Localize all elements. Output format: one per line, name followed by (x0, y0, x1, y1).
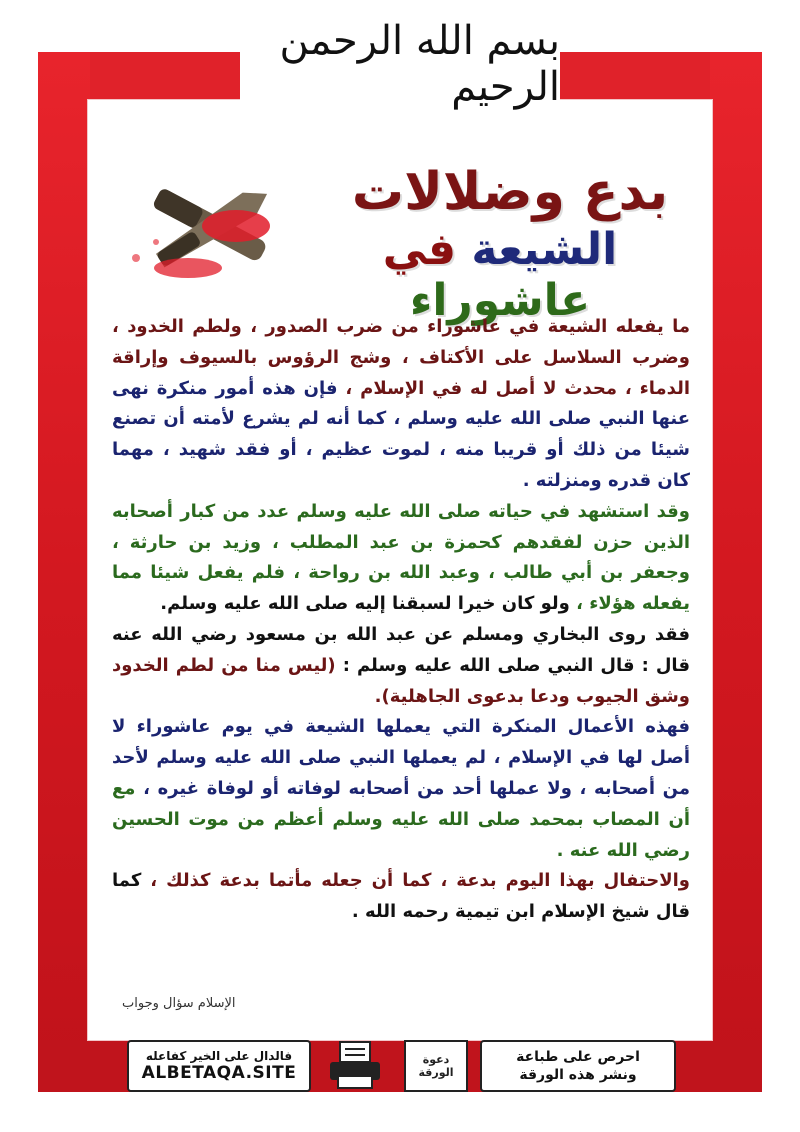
title-word-ashura: عاشوراء (409, 275, 591, 326)
source-credit: الإسلام سؤال وجواب (122, 996, 236, 1011)
paragraph-4 (112, 712, 690, 866)
printer-icon (326, 1040, 384, 1092)
footer-website-box (127, 1040, 311, 1092)
paragraph-5-b: كما قال شيخ الإسلام ابن تيمية رحمه الله . (112, 870, 690, 923)
article-body (112, 312, 690, 928)
paragraph-4-a: فهذه الأعمال المنكرة التي يعملها الشيعة في يوم عاشوراء لا أصل لها في الإسلام ، لم يعملها النبي صلى الله عليه وسلم لأحد من أصحابه ، ولا عملها أحد من أصحابه لوفاته أو لوفاة غيره ، (112, 716, 690, 799)
paragraph-3-b: (ليس منا من لطم الخدود وشق الجيوب ودعا بدعوى الجاهلية). (112, 654, 690, 707)
title-line-1: بدع وضلالات (351, 162, 669, 222)
paragraph-1 (112, 312, 690, 497)
frame-right (710, 52, 762, 1092)
footer-print-line-1: احرص على طباعة (516, 1049, 640, 1065)
title-word-fi: في (382, 224, 457, 275)
paragraph-2-a: وقد استشهد في حياته صلى الله عليه وسلم عدد من كبار أصحابه الذين حزن لفقدهم كحمزة بن عبد المطلب ، وزيد بن حارثة ، وجعفر بن أبي طالب ، وعبد الله بن رواحة ، فلم يفعل شيئا مما يفعله هؤلاء ، (112, 500, 690, 615)
paragraph-2 (112, 497, 690, 620)
footer-website[interactable]: ALBETAQA.SITE (141, 1063, 297, 1083)
title-word-shia: الشيعة (471, 224, 618, 275)
paragraph-5-a: والاحتفال بهذا اليوم بدعة ، كما أن جعله مأتما بدعة كذلك ، (150, 870, 690, 892)
footer-print-box (480, 1040, 676, 1092)
footer-slogan: فالدال على الخير كفاعله (145, 1049, 293, 1063)
dawah-logo: دعوة الورقة (404, 1040, 468, 1092)
basmala: بسم الله الرحمن الرحيم (240, 14, 560, 114)
paragraph-3-a: فقد روى البخاري ومسلم عن عبد الله بن مسعود رضي الله عنه قال : قال النبي صلى الله عليه وسلم : (112, 623, 690, 676)
paragraph-5 (112, 866, 690, 928)
paragraph-4-b: مع أن المصاب بمحمد صلى الله عليه وسلم أعظم من موت الحسين رضي الله عنه . (112, 777, 690, 861)
footer-print-line-2: ونشر هذه الورقة (519, 1067, 637, 1083)
paragraph-2-b: ولو كان خيرا لسبقنا إليه صلى الله عليه وسلم. (160, 593, 577, 615)
paragraph-1-a: ما يفعله الشيعة في عاشوراء من ضرب الصدور ، ولطم الخدود ، وضرب السلاسل على الأكتاف ، وشج الرؤوس بالسيوف وإراقة الدماء ، محدث لا أصل له في الإسلام ، (112, 316, 691, 399)
paragraph-1-b: فإن هذه أمور منكرة نهى عنها النبي صلى الله عليه وسلم ، كما أنه لم يشرع لأمته أن تصنع شيئا من ذلك أو قريبا منه ، لموت عظيم ، أو فقد شهيد ، مهما كان قدره ومنزلته . (112, 377, 690, 491)
title-line-2 (300, 224, 700, 326)
paragraph-3 (112, 620, 690, 712)
frame-left (38, 52, 90, 1092)
knife-blood-icon (128, 170, 298, 290)
